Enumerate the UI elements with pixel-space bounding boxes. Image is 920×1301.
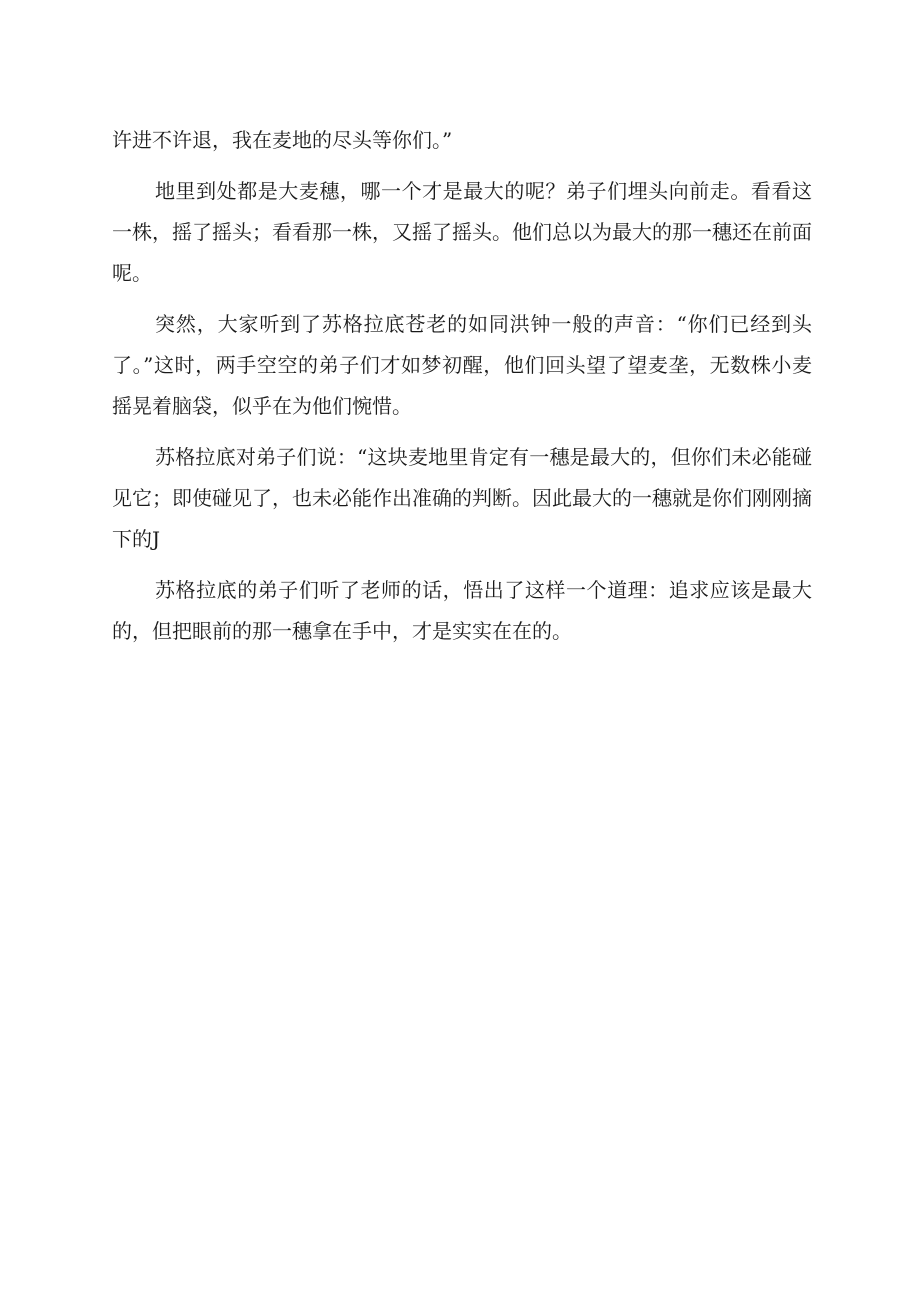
paragraph: 苏格拉底对弟子们说：“这块麦地里肯定有一穗是最大的，但你们未必能碰见它；即使碰见了，也未必能作出准确的判断。因此最大的一穗就是你们刚刚摘下的J — [112, 445, 812, 551]
paragraph: 苏格拉底的弟子们听了老师的话，悟出了这样一个道理：追求应该是最大的，但把眼前的那一穗拿在手中，才是实实在在的。 — [112, 578, 812, 643]
document-body — [112, 120, 812, 662]
paragraph: 地里到处都是大麦穗，哪一个才是最大的呢？弟子们埋头向前走。看看这一株，摇了摇头；看看那一株，又摇了摇头。他们总以为最大的那一穗还在前面呢。 — [112, 179, 812, 285]
paragraph-continuation: 许进不许退，我在麦地的尽头等你们。” — [112, 128, 453, 152]
paragraph: 突然，大家听到了苏格拉底苍老的如同洪钟一般的声音：“你们已经到头了。”这时，两手空空的弟子们才如梦初醒，他们回头望了望麦垄，无数株小麦摇晃着脑袋，似乎在为他们惋惜。 — [112, 312, 812, 418]
